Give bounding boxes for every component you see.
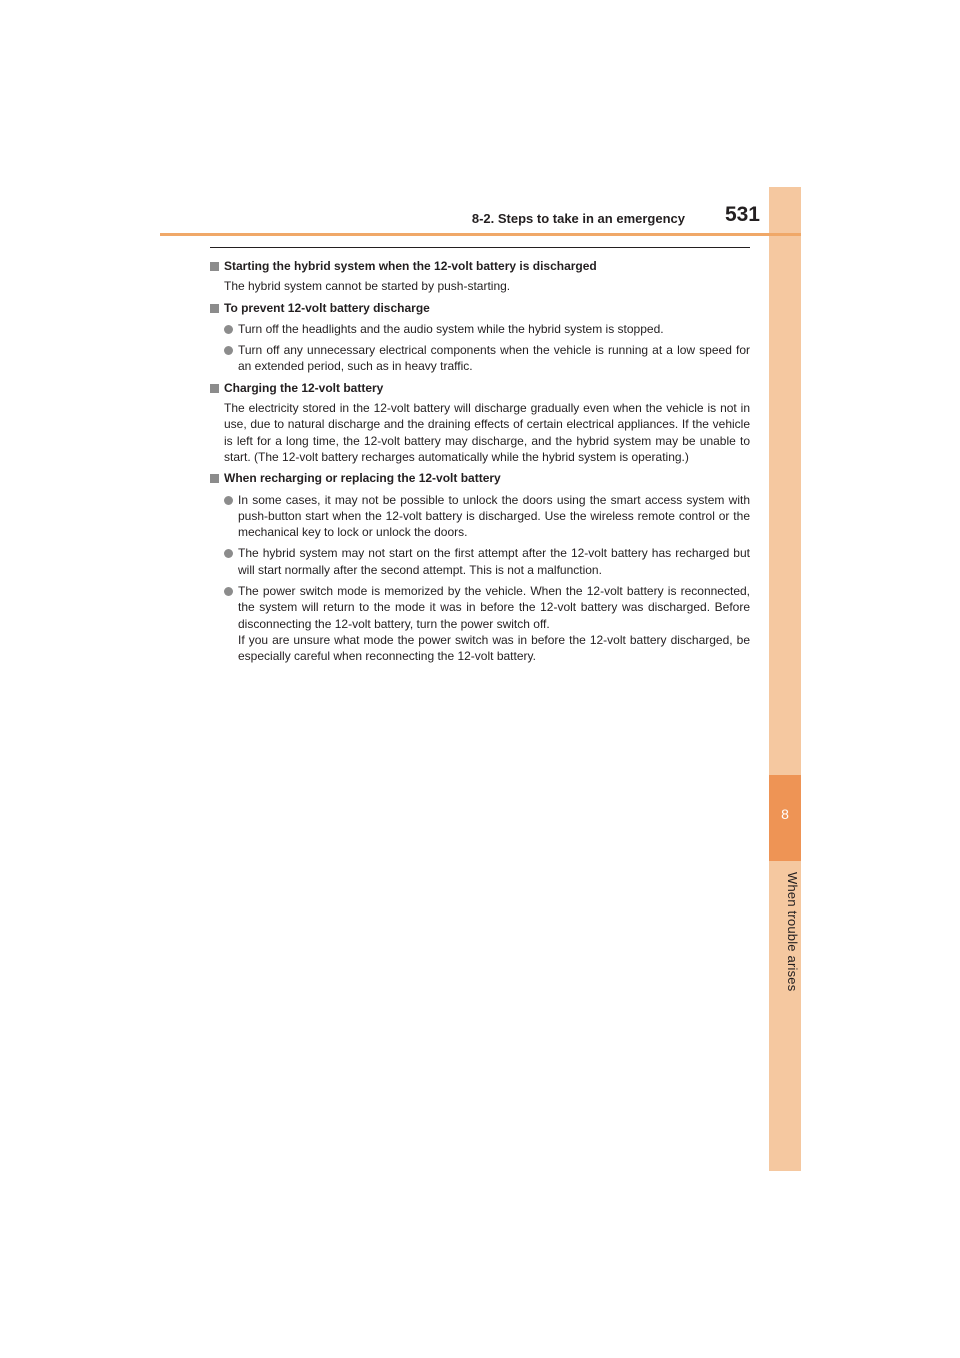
- section-heading: [210, 470, 750, 486]
- list-item-text: Turn off the headlights and the audio system while the hybrid system is stopped.: [238, 321, 664, 336]
- header-rule: [160, 233, 801, 236]
- section-heading: [210, 380, 750, 396]
- heading-text: Charging the 12-volt battery: [224, 380, 384, 395]
- list-item: [210, 321, 750, 337]
- square-bullet-icon: [210, 304, 219, 313]
- paragraph: The hybrid system cannot be started by push-starting.: [224, 279, 511, 294]
- square-bullet-icon: [210, 262, 219, 271]
- circle-bullet-icon: [224, 549, 233, 558]
- heading-text: Starting the hybrid system when the 12-volt battery is discharged: [224, 259, 597, 273]
- list-item: [210, 583, 750, 664]
- section-heading: [210, 300, 750, 316]
- chapter-title: When trouble arises: [785, 872, 800, 992]
- circle-bullet-icon: [224, 346, 233, 355]
- circle-bullet-icon: [224, 587, 233, 596]
- side-tab: [769, 187, 801, 1171]
- circle-bullet-icon: [224, 325, 233, 334]
- list-item-text-continued: If you are unsure what mode the power switch was in before the 12-volt battery discharged, be especially careful when reconnecting the 12-volt battery.: [238, 632, 750, 664]
- list-item-text: In some cases, it may not be possible to unlock the doors using the smart access system with push-button start when the 12-volt battery is discharged. Use the wireless remote control or the mechanical key to lock or unlock the doors.: [238, 492, 750, 540]
- list-item: [210, 492, 750, 541]
- paragraph: The electricity stored in the 12-volt battery will discharge gradually even when the vehicle is not in use, due to natural discharge and the draining effects of certain electrical appliances. If the vehicle is left for a long time, the 12-volt battery may discharge, and the hybrid system may be unable to start. (The 12-volt battery recharges automatically while the hybrid system is operating.): [224, 401, 750, 464]
- list-item: [210, 545, 750, 578]
- square-bullet-icon: [210, 384, 219, 393]
- content-body: [210, 258, 750, 665]
- chapter-number: 8: [769, 775, 801, 861]
- square-bullet-icon: [210, 474, 219, 483]
- list-item-text: The power switch mode is memorized by the vehicle. When the 12-volt battery is reconnected, the system will return to the mode it was in before the 12-volt battery was discharged. Before disconnecting the 12-volt battery, turn the power switch off.: [238, 584, 750, 631]
- content-rule: [210, 247, 750, 248]
- heading-text: To prevent 12-volt battery discharge: [224, 300, 430, 315]
- list-item-text: The hybrid system may not start on the first attempt after the 12-volt battery has recharged but will start normally after the second attempt. This is not a malfunction.: [238, 546, 750, 577]
- page-number: 531: [724, 203, 760, 226]
- list-item: [210, 342, 750, 375]
- list-item-text: Turn off any unnecessary electrical components when the vehicle is running at a low speed for an extended period, such as in heavy traffic.: [238, 343, 750, 374]
- section-heading: [210, 258, 750, 274]
- circle-bullet-icon: [224, 496, 233, 505]
- heading-text: When recharging or replacing the 12-volt battery: [224, 471, 501, 486]
- section-title: 8-2. Steps to take in an emergency: [471, 211, 685, 226]
